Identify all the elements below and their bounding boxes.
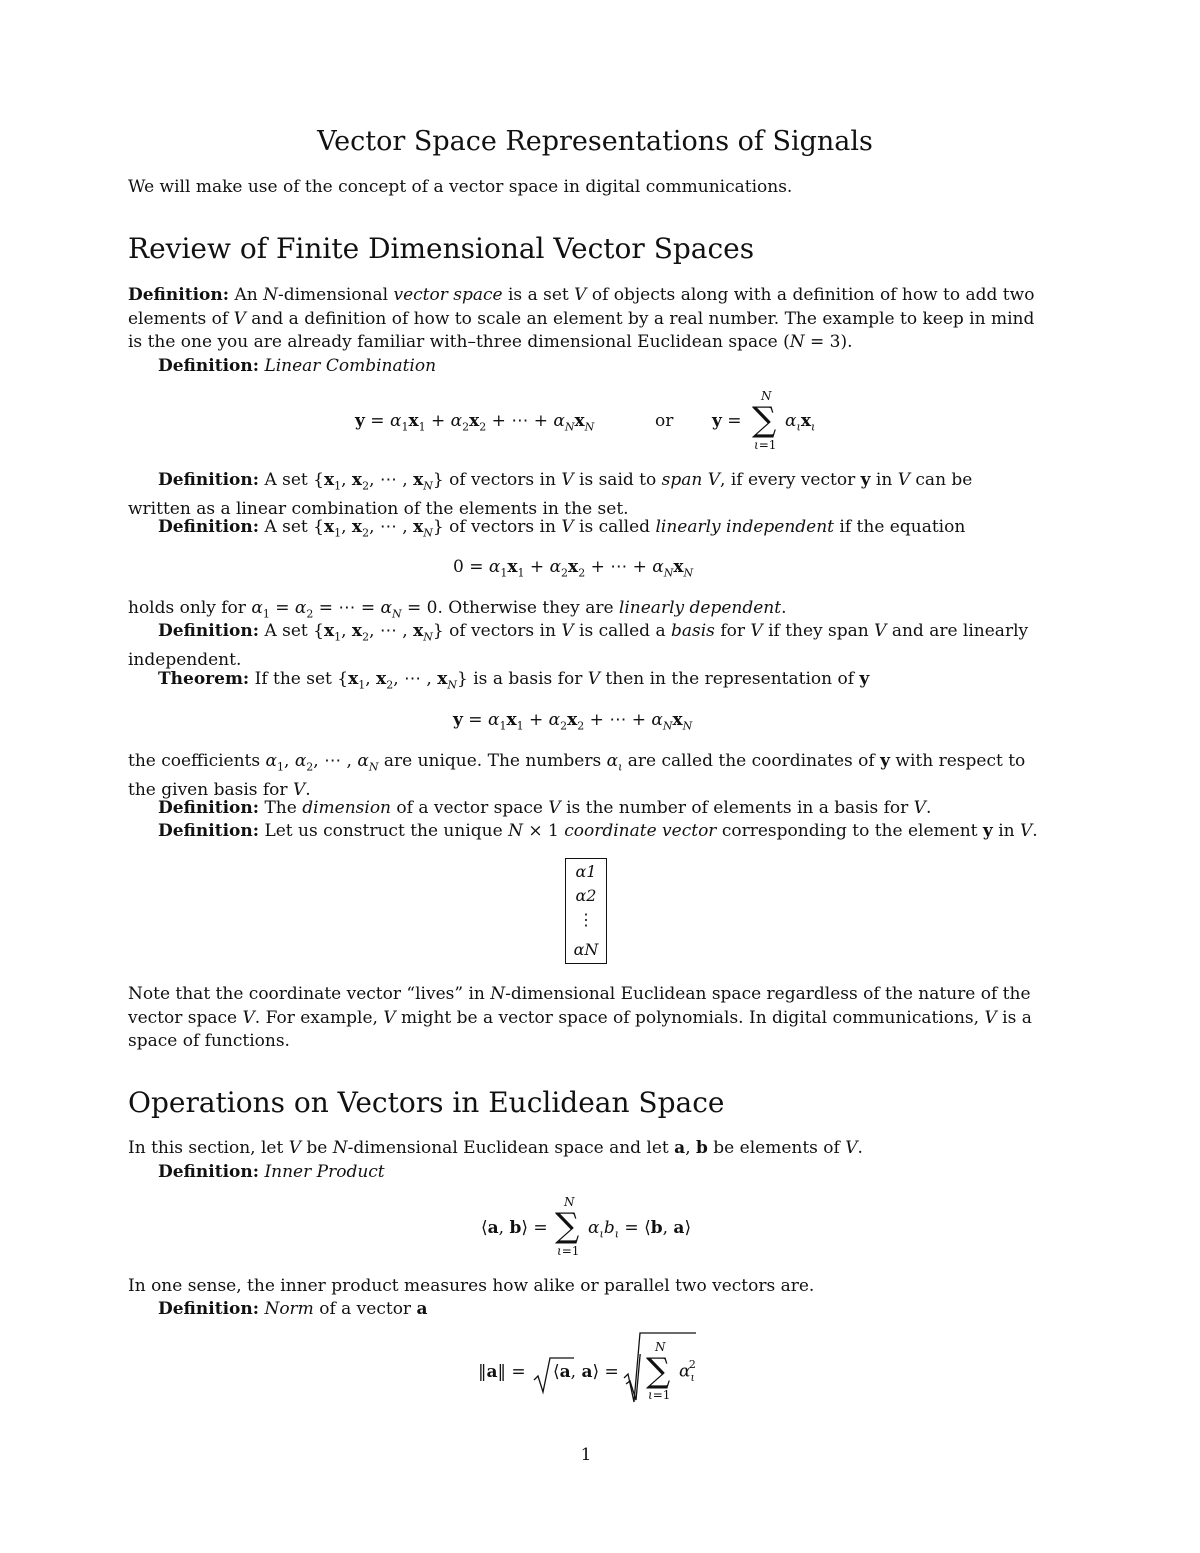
equation-or-text: or (655, 411, 674, 431)
equation-norm-inner: ⟨a, a⟩ = (553, 1362, 619, 1382)
note-paragraph: Note that the coordinate vector “lives” in N-dimensional Euclidean space regardless of the nature of the vector space V. For example, V might be a vector space of polynomials. In digital communications, V is a space of functions. (128, 984, 1032, 1051)
equation-sum-form: y = (712, 411, 742, 431)
matrix-entry: α1 (575, 862, 597, 881)
matrix-entry: αN (573, 940, 599, 959)
equation-norm-lhs: ‖a‖ = (478, 1362, 526, 1382)
equation-representation: $y = \alpha_1x_1 + \alpha_2x_2$ + ⋯ + $\alpha_Nx_N$ (453, 710, 693, 733)
definition-linear-combination: Definition: Linear Combination (158, 356, 437, 376)
sum-upper-limit: N (564, 1195, 575, 1209)
page-number: 1 (580, 1445, 592, 1465)
sum-lower-limit: ι=1 (754, 438, 777, 452)
sum-symbol: ∑ (752, 400, 777, 440)
matrix-entry: α2 (575, 886, 597, 905)
sum-upper-limit: N (655, 1340, 666, 1354)
definition-span: Definition: A set {$x_1$, $x_2$, ⋯ , $x_N$} of vectors in V is said to span V, if every vector y in V can be written as a linear combination of the elements in the set. (128, 470, 973, 519)
inner-product-note: In one sense, the inner product measures how alike or parallel two vectors are. (128, 1276, 815, 1296)
section-heading-vector-spaces: Review of Finite Dimensional Vector Spaces (128, 232, 755, 265)
definition-dimension: Definition: The dimension of a vector space V is the number of elements in a basis for V. (158, 798, 932, 818)
linearly-dependent-sentence: holds only for $\alpha_1 = \alpha_2$ = ⋯ = $\alpha_N = 0$. Otherwise they are linearly dependent. (128, 598, 787, 621)
sum-body: $\alpha_\iota x_\iota$ (785, 411, 816, 434)
definition-coordinate-vector: Definition: Let us construct the unique N × 1 coordinate vector corresponding to the element y in V. (158, 821, 1038, 841)
definition-linear-independence: Definition: A set {$x_1$, $x_2$, ⋯ , $x_N$} of vectors in V is called linearly independent if the equation (158, 517, 966, 540)
equation-inner-product-lhs: ⟨a, b⟩ = (481, 1218, 548, 1238)
equation-zero-combination: $0 = \alpha_1x_1 + \alpha_2x_2$ + ⋯ + $\alpha_Nx_N$ (453, 557, 694, 580)
intro-paragraph: We will make use of the concept of a vector space in digital communications. (128, 177, 793, 197)
sum-symbol: ∑ (646, 1351, 671, 1391)
sum-symbol: ∑ (555, 1206, 580, 1246)
theorem-unique-representation: Theorem: If the set {$x_1$, $x_2$, ⋯ , $x_N$} is a basis for V then in the representation of y (158, 669, 870, 692)
definition-inner-product: Definition: Inner Product (158, 1162, 385, 1182)
definition-norm: Definition: Norm of a vector a (158, 1299, 428, 1319)
definition-basis: Definition: A set {$x_1$, $x_2$, ⋯ , $x_N$} of vectors in V is called a basis for V if they span V and are linearly independent. (128, 621, 1029, 670)
sum-upper-limit: N (761, 389, 772, 403)
sum-lower-limit: ι=1 (557, 1244, 580, 1258)
coefficients-paragraph: the coefficients $\alpha_1$, $\alpha_2$, ⋯ , $\alpha_N$ are unique. The numbers $\alpha_\iota$ are called the coordinates of y with respect to the given basis for V. (128, 751, 1026, 800)
definition-vector-space: Definition: An N-dimensional vector space is a set V of objects along with a definition of how to add two elements of V and a definition of how to scale an element by a real number. The example to keep in mind is the one you are already familiar with–three dimensional Euclidean space (N = 3). (128, 285, 1035, 352)
section2-intro: In this section, let V be N-dimensional Euclidean space and let a, b be elements of V. (128, 1138, 863, 1158)
equation-inner-product-rhs: $\alpha_\iota b_\iota$ = ⟨b, a⟩ (588, 1218, 692, 1241)
section-heading-euclidean-operations: Operations on Vectors in Euclidean Space (128, 1086, 725, 1119)
equation-linear-combination: $y = \alpha_1x_1 + \alpha_2x_2$ + ⋯ + $\alpha_Nx_N$ (355, 411, 595, 434)
matrix-entry: ⋮ (578, 910, 594, 929)
coordinate-vector-matrix (565, 858, 607, 964)
sum-lower-limit: ι=1 (648, 1388, 671, 1402)
norm-sum-body: $\alpha_\iota^2$ (679, 1358, 696, 1385)
page-title: Vector Space Representations of Signals (317, 126, 873, 157)
